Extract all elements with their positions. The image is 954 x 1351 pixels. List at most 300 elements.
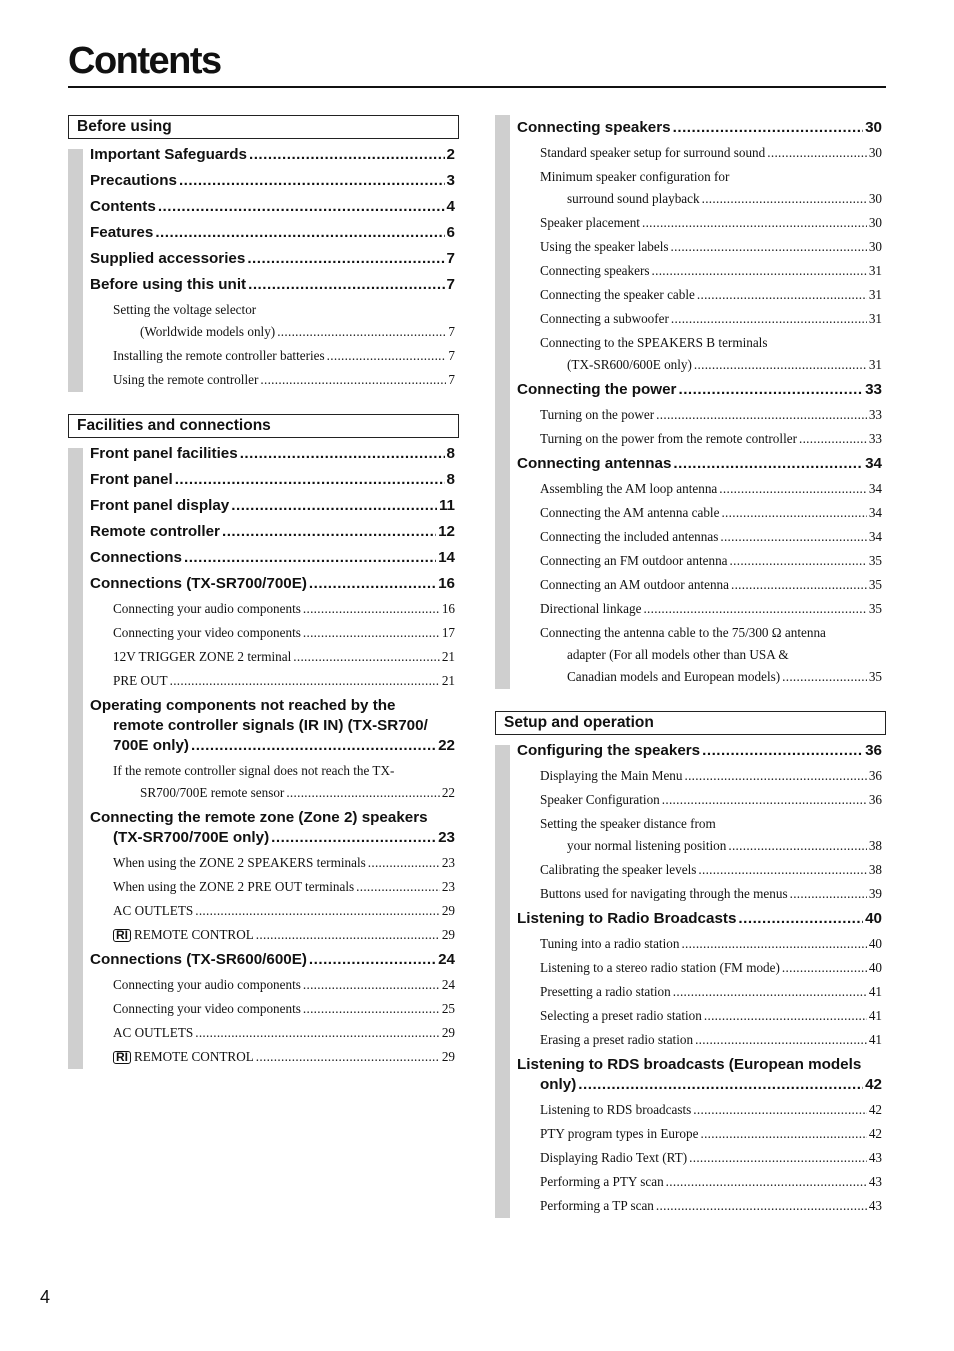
toc-subentry[interactable] (517, 331, 886, 377)
section-side-bar (495, 745, 510, 1218)
dot-leader (643, 598, 866, 620)
page-ref: 30 (868, 215, 882, 230)
dot-leader (671, 308, 867, 330)
entry-title: Connections (90, 549, 182, 566)
toc-subentry[interactable] (90, 875, 459, 899)
entry-title: surround sound playback (567, 191, 700, 206)
toc-entry[interactable] (517, 906, 886, 932)
entry-line (540, 981, 882, 1003)
dot-leader (642, 212, 867, 234)
dot-leader (240, 444, 445, 464)
entry-line (113, 924, 455, 946)
page-ref: 41 (868, 1008, 882, 1023)
entry-title: (TX-SR600/600E only) (567, 357, 692, 372)
entry-line (517, 118, 882, 138)
entry-title: Listening to Radio Broadcasts (517, 910, 737, 927)
dot-leader (184, 548, 436, 568)
page-ref: 43 (868, 1174, 882, 1189)
entry-text (540, 574, 729, 596)
page-ref: 35 (868, 669, 882, 684)
entry-line (540, 957, 882, 979)
entry-title: (TX-SR700/700E only) (113, 829, 270, 846)
dot-leader (681, 933, 866, 955)
entry-text (540, 478, 717, 500)
entry-line (540, 308, 882, 330)
toc-entry[interactable] (90, 493, 459, 519)
entry-title: Turning on the power (540, 407, 655, 422)
dot-leader (303, 998, 440, 1020)
ri-remote-icon: RI (113, 929, 131, 942)
entry-text (517, 118, 671, 138)
entry-text (540, 404, 654, 426)
entry-line (517, 1075, 882, 1095)
page-ref: 33 (865, 381, 882, 398)
toc-subentry[interactable] (90, 851, 459, 875)
entry-title: Canadian models and European models) (567, 669, 781, 684)
entry-text (540, 1029, 693, 1051)
entry-title: Connecting your video components (113, 1001, 301, 1016)
entry-text (540, 142, 765, 164)
dot-leader (689, 1147, 867, 1169)
toc-entry[interactable] (517, 1052, 886, 1098)
toc-subentry[interactable] (517, 283, 886, 307)
entry-title: Connecting a subwoofer (540, 311, 669, 326)
toc-subentry[interactable] (517, 621, 886, 689)
toc-subentry[interactable] (517, 307, 886, 331)
entry-line (113, 876, 455, 898)
section-entries (68, 438, 459, 1069)
page-ref: 24 (438, 951, 455, 968)
page-ref: 36 (868, 792, 882, 807)
page-ref: 29 (441, 927, 455, 942)
toc-entry[interactable] (90, 947, 459, 973)
dot-leader (799, 428, 867, 450)
page-ref: 23 (441, 855, 455, 870)
entry-line (113, 345, 455, 367)
entry-line (540, 1123, 882, 1145)
toc-subentry[interactable] (517, 1004, 886, 1028)
toc-subentry[interactable] (90, 973, 459, 997)
entry-line (90, 249, 455, 269)
entry-line (540, 859, 882, 881)
entry-text (113, 670, 168, 692)
page-ref: 31 (868, 263, 882, 278)
page-ref: 29 (441, 1049, 455, 1064)
page-ref: 16 (441, 601, 455, 616)
dot-leader (293, 646, 440, 668)
entry-text (540, 981, 671, 1003)
toc-subentry[interactable] (517, 1194, 886, 1218)
page-ref: 40 (868, 936, 882, 951)
toc-subentry[interactable] (90, 997, 459, 1021)
toc-subentry[interactable] (517, 259, 886, 283)
toc-subentry[interactable] (517, 501, 886, 525)
entry-title: Remote controller (90, 523, 220, 540)
entry-title: Connecting speakers (540, 263, 650, 278)
toc-subentry[interactable] (517, 165, 886, 211)
entry-line (113, 321, 455, 343)
entry-title: REMOTE CONTROL (134, 1049, 254, 1064)
toc-subentry[interactable] (517, 1028, 886, 1052)
toc-subentry[interactable] (517, 403, 886, 427)
page-ref: 11 (438, 497, 455, 514)
dot-leader (720, 526, 866, 548)
entry-title: Contents (90, 198, 156, 215)
toc-subentry[interactable] (517, 858, 886, 882)
page-ref: 14 (438, 549, 455, 566)
entry-title: Connecting the power (517, 381, 677, 398)
entry-text (113, 852, 366, 874)
entry-title: When using the ZONE 2 SPEAKERS terminals (113, 855, 366, 870)
entry-title: Features (90, 224, 154, 241)
page-ref: 41 (868, 1032, 882, 1047)
entry-line (540, 526, 882, 548)
toc-section (495, 711, 886, 1218)
page-ref: 41 (868, 984, 882, 999)
entry-line (113, 900, 455, 922)
dot-leader (195, 1022, 440, 1044)
page-ref: 12 (438, 523, 455, 540)
toc-subentry[interactable] (517, 788, 886, 812)
entry-title: Performing a PTY scan (540, 1174, 664, 1189)
dot-leader (678, 380, 863, 400)
toc-subentry[interactable] (517, 1170, 886, 1194)
toc-subentry[interactable] (517, 573, 886, 597)
entry-line (540, 835, 882, 857)
toc-subentry[interactable] (517, 1122, 886, 1146)
entry-title: Listening to a stereo radio station (FM mode) (540, 960, 780, 975)
entry-line (517, 454, 882, 474)
dot-leader (260, 369, 446, 391)
entry-line (113, 670, 455, 692)
toc-entry[interactable] (90, 168, 459, 194)
entry-title: your normal listening position (567, 838, 727, 853)
entry-title: Erasing a preset radio station (540, 1032, 694, 1047)
toc-subentry[interactable] (90, 344, 459, 368)
entry-title: Connections (TX-SR600/600E) (90, 951, 307, 968)
dot-leader (303, 974, 440, 996)
toc-subentry[interactable] (517, 525, 886, 549)
dot-leader (782, 957, 867, 979)
toc-entry[interactable] (517, 115, 886, 141)
toc-subentry[interactable] (90, 899, 459, 923)
toc-subentry[interactable] (517, 956, 886, 980)
toc-entry[interactable] (90, 805, 459, 851)
dot-leader (222, 522, 436, 542)
entry-line (90, 470, 455, 490)
entry-line (540, 1099, 882, 1121)
entry-line (90, 950, 455, 970)
dot-leader (700, 1123, 866, 1145)
entry-line (540, 236, 882, 258)
entry-text (540, 284, 695, 306)
entry-text (113, 998, 301, 1020)
entry-text (90, 223, 153, 243)
toc-subentry[interactable] (517, 597, 886, 621)
dot-leader (286, 782, 439, 804)
dot-leader (179, 171, 445, 191)
page-ref: 34 (868, 529, 882, 544)
dot-leader (652, 260, 867, 282)
entry-text (540, 1005, 702, 1027)
entry-text (517, 380, 676, 400)
entry-text (540, 502, 719, 524)
entry-line (540, 212, 882, 234)
toc-subentry[interactable] (517, 427, 886, 451)
dot-leader (277, 321, 446, 343)
page-ref: 35 (868, 577, 882, 592)
toc-subentry[interactable] (517, 980, 886, 1004)
section-side-bar (68, 149, 83, 392)
page-ref: 42 (868, 1126, 882, 1141)
entry-line (113, 852, 455, 874)
toc-subentry[interactable] (90, 669, 459, 693)
dot-leader (256, 1046, 440, 1068)
entry-text-line: Setting the voltage selector (113, 302, 257, 317)
entry-title: (Worldwide models only) (140, 324, 276, 339)
dot-leader (249, 145, 445, 165)
entry-title: Turning on the power from the remote controller (540, 431, 797, 446)
page-ref: 2 (446, 146, 455, 163)
dot-leader (309, 950, 436, 970)
dot-leader (738, 909, 863, 929)
section-heading: Setup and operation (495, 711, 886, 735)
entry-title: Listening to RDS broadcasts (540, 1102, 692, 1117)
entry-text (90, 496, 229, 516)
entry-title: SR700/700E remote sensor (140, 785, 285, 800)
entry-title: Displaying the Main Menu (540, 768, 683, 783)
dot-leader (191, 736, 436, 756)
entry-text-line: adapter (For all models other than USA & (567, 647, 789, 662)
dot-leader (671, 236, 867, 258)
entry-title: only) (540, 1076, 577, 1093)
entry-line (113, 369, 455, 391)
entry-title: Connecting speakers (517, 119, 671, 136)
page-ref: 43 (868, 1150, 882, 1165)
page-ref: 36 (865, 742, 882, 759)
entry-text (540, 308, 669, 330)
entry-line (113, 622, 455, 644)
entry-text (140, 321, 275, 343)
page-ref: 34 (865, 455, 882, 472)
entry-title: PRE OUT (113, 673, 168, 688)
toc-section (68, 414, 459, 1069)
entry-line (540, 428, 882, 450)
toc-entry[interactable] (90, 467, 459, 493)
page-number: 4 (40, 1287, 51, 1307)
entry-line (540, 478, 882, 500)
entry-text-line: Connecting to the SPEAKERS B terminals (540, 335, 768, 350)
entry-line (90, 197, 455, 217)
toc-entry[interactable] (517, 377, 886, 403)
toc-subentry[interactable] (90, 1045, 459, 1069)
toc-entry[interactable] (90, 194, 459, 220)
page-ref: 4 (446, 198, 455, 215)
entry-text (90, 145, 247, 165)
entry-line (540, 574, 882, 596)
entry-title: Before using this unit (90, 276, 247, 293)
toc-subentry[interactable] (517, 211, 886, 235)
entry-text-line: Listening to RDS broadcasts (European models (517, 1056, 862, 1073)
entry-line (540, 502, 882, 524)
entry-title: Displaying Radio Text (RT) (540, 1150, 688, 1165)
entry-line (540, 666, 882, 688)
entry-title: Presetting a radio station (540, 984, 671, 999)
entry-title: Using the speaker labels (540, 239, 669, 254)
entry-line (540, 598, 882, 620)
toc-subentry[interactable] (517, 932, 886, 956)
entry-title: 700E only) (113, 737, 189, 754)
dot-leader (684, 765, 866, 787)
toc-subentry[interactable] (517, 549, 886, 573)
toc-subentry[interactable] (517, 1098, 886, 1122)
toc-subentry[interactable] (90, 1021, 459, 1045)
page-ref: 8 (446, 445, 455, 462)
dot-leader (309, 574, 436, 594)
toc-entry[interactable] (90, 545, 459, 571)
toc-subentry[interactable] (90, 597, 459, 621)
toc-subentry[interactable] (90, 923, 459, 947)
entry-title: Connecting your audio components (113, 601, 301, 616)
entry-text (113, 876, 354, 898)
page-ref: 22 (438, 737, 455, 754)
toc-subentry[interactable] (517, 141, 886, 165)
dot-leader (719, 478, 867, 500)
dot-leader (730, 550, 867, 572)
page-ref: 31 (868, 311, 882, 326)
page-ref: 7 (448, 372, 455, 387)
entry-title: Buttons used for navigating through the menus (540, 886, 788, 901)
toc-subentry[interactable] (517, 1146, 886, 1170)
entry-text (567, 354, 692, 376)
entry-text (540, 236, 669, 258)
entry-line (540, 404, 882, 426)
toc-entry[interactable] (90, 142, 459, 168)
entry-text (540, 1075, 576, 1095)
entry-line (540, 1005, 882, 1027)
dot-leader (721, 502, 866, 524)
section-entries (495, 115, 886, 689)
page-ref: 3 (446, 172, 455, 189)
entry-text (540, 1099, 691, 1121)
toc-subentry[interactable] (90, 645, 459, 669)
page-ref: 8 (446, 471, 455, 488)
toc-subentry[interactable] (517, 235, 886, 259)
entry-line (540, 933, 882, 955)
title-rule (68, 86, 886, 88)
entry-line (517, 380, 882, 400)
toc-entry[interactable] (517, 451, 886, 477)
toc-entry[interactable] (90, 272, 459, 298)
entry-text (113, 924, 254, 946)
entry-text-line: Operating components not reached by the (90, 697, 396, 714)
toc-column-left (68, 115, 459, 1091)
toc-entry[interactable] (517, 738, 886, 764)
page-ref: 42 (868, 1102, 882, 1117)
toc-entry[interactable] (90, 519, 459, 545)
toc-entry[interactable] (90, 441, 459, 467)
entry-line (540, 260, 882, 282)
entry-title: Calibrating the speaker levels (540, 862, 697, 877)
toc-subentry[interactable] (517, 764, 886, 788)
page-title: Contents (68, 40, 221, 82)
entry-text (90, 574, 307, 594)
toc-subentry[interactable] (90, 621, 459, 645)
toc-subentry[interactable] (90, 759, 459, 805)
entry-line (540, 550, 882, 572)
dot-leader (673, 981, 867, 1003)
entry-title: When using the ZONE 2 PRE OUT terminals (113, 879, 355, 894)
dot-leader (356, 876, 440, 898)
entry-text-line: Minimum speaker configuration for (540, 169, 730, 184)
entry-title: Using the remote controller (113, 372, 259, 387)
entry-line (90, 828, 455, 848)
entry-title: Directional linkage (540, 601, 642, 616)
entry-title: Standard speaker setup for surround sound (540, 145, 766, 160)
toc-entry[interactable] (90, 693, 459, 759)
entry-text (140, 782, 284, 804)
entry-text (540, 1195, 654, 1217)
page-ref: 23 (441, 879, 455, 894)
page-ref: 35 (868, 553, 882, 568)
page-ref: 24 (441, 977, 455, 992)
toc-subentry[interactable] (517, 477, 886, 501)
toc-subentry[interactable] (517, 882, 886, 906)
page-ref: 43 (868, 1198, 882, 1213)
entry-text-line: Connecting the remote zone (Zone 2) speakers (90, 809, 428, 826)
dot-leader (303, 598, 440, 620)
entry-text (517, 741, 700, 761)
entry-text (113, 828, 269, 848)
toc-section (495, 115, 886, 689)
entry-title: Installing the remote controller batteries (113, 348, 325, 363)
entry-line (113, 1022, 455, 1044)
page-ref: 31 (868, 357, 882, 372)
entry-line (540, 1029, 882, 1051)
entry-line (540, 142, 882, 164)
entry-title: Connecting the included antennas (540, 529, 719, 544)
entry-text (113, 646, 291, 668)
entry-title: Assembling the AM loop antenna (540, 481, 718, 496)
dot-leader (158, 197, 445, 217)
toc-entry[interactable] (90, 220, 459, 246)
section-heading: Facilities and connections (68, 414, 459, 438)
entry-text (113, 974, 301, 996)
toc-subentry[interactable] (517, 812, 886, 858)
entry-line (113, 998, 455, 1020)
dot-leader (673, 118, 863, 138)
entry-text (90, 444, 238, 464)
dot-leader (704, 1005, 867, 1027)
dot-leader (578, 1075, 863, 1095)
entry-text (113, 598, 301, 620)
entry-line (90, 736, 455, 756)
entry-text-line: If the remote controller signal does not reach the TX- (113, 763, 395, 778)
page-ref: 30 (868, 239, 882, 254)
entry-text (113, 900, 193, 922)
toc-subentry[interactable] (90, 298, 459, 344)
toc-entry[interactable] (90, 571, 459, 597)
entry-text (540, 957, 780, 979)
entry-text (540, 765, 682, 787)
entry-text (540, 260, 650, 282)
toc-subentry[interactable] (90, 368, 459, 392)
entry-title: AC OUTLETS (113, 903, 194, 918)
entry-text (90, 548, 182, 568)
toc-entry[interactable] (90, 246, 459, 272)
dot-leader (790, 883, 867, 905)
entry-line (90, 145, 455, 165)
